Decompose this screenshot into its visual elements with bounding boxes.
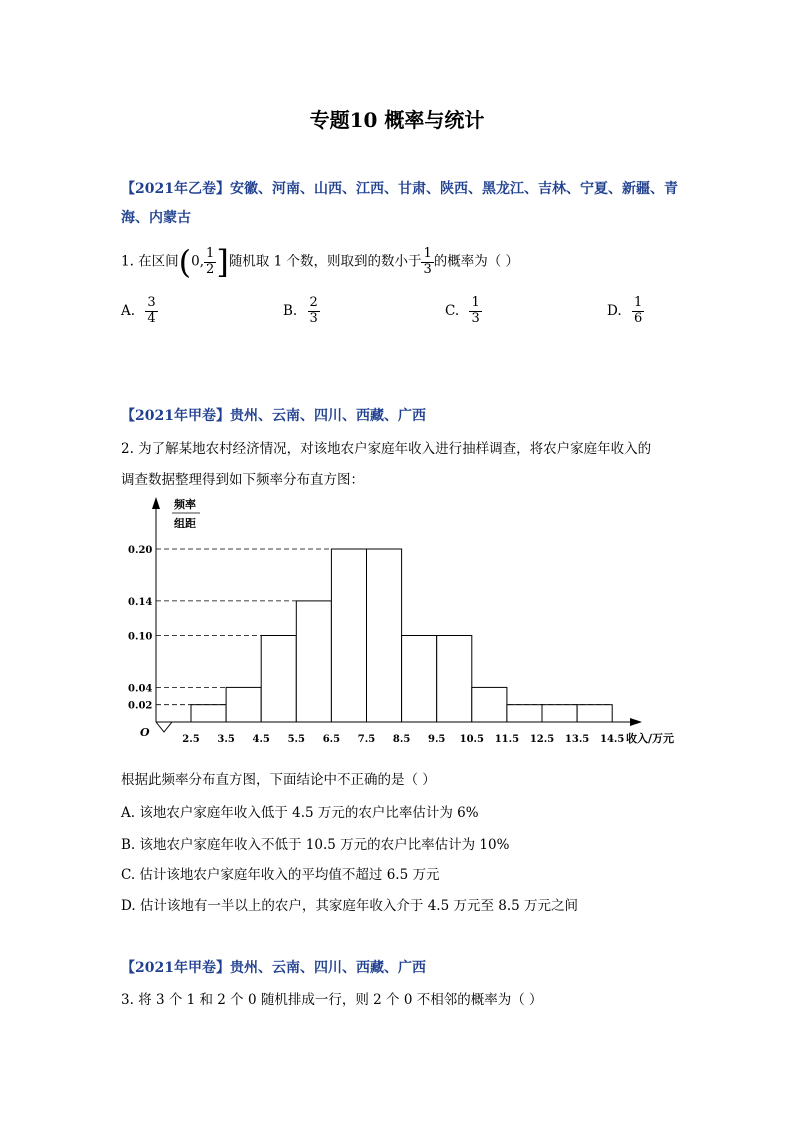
histogram-bar xyxy=(226,687,261,722)
x-tick-label: 11.5 xyxy=(494,734,520,745)
x-tick-label: 13.5 xyxy=(564,734,590,745)
histogram-bar xyxy=(191,705,226,722)
page-title: 专题10 概率与统计 xyxy=(309,108,485,132)
histogram-bar xyxy=(437,636,472,723)
y-tick-label: 0.20 xyxy=(128,545,153,556)
x-axis-label: 收入/万元 xyxy=(626,732,675,745)
regions-continued: 海、内蒙古 xyxy=(121,210,191,226)
section-tag-3 xyxy=(121,957,426,977)
exam-tag: 【2021年甲卷】 xyxy=(121,408,230,424)
histogram-bar xyxy=(577,705,612,722)
y-axis-label-top: 频率 xyxy=(174,498,196,511)
section-tag-2 xyxy=(121,405,426,425)
q2-option-b: B. 该地农户家庭年收入不低于 10.5 万元的农户比率估计为 10% xyxy=(121,837,510,853)
axis-break xyxy=(156,722,180,732)
q1-option-d: D. $\frac{1}{6}$ xyxy=(607,295,643,326)
histogram-bar xyxy=(402,636,437,723)
x-axis-arrow xyxy=(630,718,642,726)
x-tick-label: 2.5 xyxy=(182,734,200,745)
regions-text: 安徽、河南、山西、江西、甘肃、陕西、黑龙江、吉林、宁夏、新疆、青 xyxy=(229,181,678,197)
histogram-bar xyxy=(542,705,577,722)
y-tick-label: 0.14 xyxy=(128,596,153,608)
x-tick-label: 9.5 xyxy=(427,734,446,745)
left-paren: ( xyxy=(178,243,192,281)
x-tick-label: 5.5 xyxy=(287,734,306,745)
section-tag-1 xyxy=(121,178,678,198)
threshold-fraction: $\frac{1}{3}$ xyxy=(423,245,432,277)
x-tick-label: 6.5 xyxy=(322,734,341,745)
x-tick-label: 12.5 xyxy=(529,734,555,745)
y-axis-arrow xyxy=(152,497,160,509)
histogram-bar xyxy=(367,549,402,722)
right-bracket: ] xyxy=(216,243,229,281)
q2-question: 根据此频率分布直方图，下面结论中不正确的是（ ） xyxy=(121,772,436,788)
q2-line-1: 2. 为了解某地农村经济情况，对该地农户家庭年收入进行抽样调查，将农户家庭年收入的 xyxy=(121,441,652,457)
histogram-bar xyxy=(261,636,296,723)
exam-tag: 【2021年乙卷】 xyxy=(121,181,230,197)
x-tick-label: 7.5 xyxy=(357,734,376,745)
regions-text: 贵州、云南、四川、西藏、广西 xyxy=(229,408,426,424)
x-tick-label: 3.5 xyxy=(217,734,235,745)
q2-option-d: D. 估计该地有一半以上的农户，其家庭年收入介于 4.5 万元至 8.5 万元之间 xyxy=(121,898,579,914)
x-tick-label: 10.5 xyxy=(459,734,484,745)
histogram-chart xyxy=(120,494,690,752)
interval-left: 0, xyxy=(191,253,205,270)
regions-text: 贵州、云南、四川、西藏、广西 xyxy=(229,960,426,976)
y-axis-label-bottom: 组距 xyxy=(174,517,196,530)
y-tick-label: 0.02 xyxy=(128,700,153,712)
question-1 xyxy=(121,243,520,281)
q1-option-c: C. $\frac{1}{3}$ xyxy=(445,295,480,326)
q2-line-2: 调查数据整理得到如下频率分布直方图： xyxy=(121,472,364,488)
q1-suffix: 的概率为（ ） xyxy=(433,253,520,270)
exam-tag: 【2021年甲卷】 xyxy=(121,960,230,976)
question-3: 3. 将 3 个 1 和 2 个 0 随机排成一行，则 2 个 0 不相邻的概率为（ ） xyxy=(121,992,543,1008)
x-tick-label: 4.5 xyxy=(252,734,270,745)
y-tick-label: 0.10 xyxy=(128,631,153,643)
q2-option-a: A. 该地农户家庭年收入低于 4.5 万元的农户比率估计为 6% xyxy=(121,805,479,821)
q2-option-c: C. 估计该地农户家庭年收入的平均值不超过 6.5 万元 xyxy=(121,867,440,883)
histogram-bar xyxy=(507,705,542,722)
q1-middle: 随机取 1 个数，则取到的数小于 xyxy=(228,253,422,270)
q1-option-b: B. $\frac{2}{3}$ xyxy=(283,295,318,326)
q1-prefix: 1. 在区间 xyxy=(121,253,179,270)
q1-option-a: A. $\frac{3}{4}$ xyxy=(121,295,156,326)
origin-label: O xyxy=(140,726,150,739)
interval-fraction: $\frac{1}{2}$ xyxy=(206,245,215,277)
y-tick-label: 0.04 xyxy=(128,683,153,695)
histogram-bar xyxy=(472,687,507,722)
x-tick-label: 14.5 xyxy=(600,734,625,745)
x-tick-label: 8.5 xyxy=(392,734,411,745)
histogram-bar xyxy=(331,549,366,722)
histogram-bar xyxy=(296,601,331,722)
